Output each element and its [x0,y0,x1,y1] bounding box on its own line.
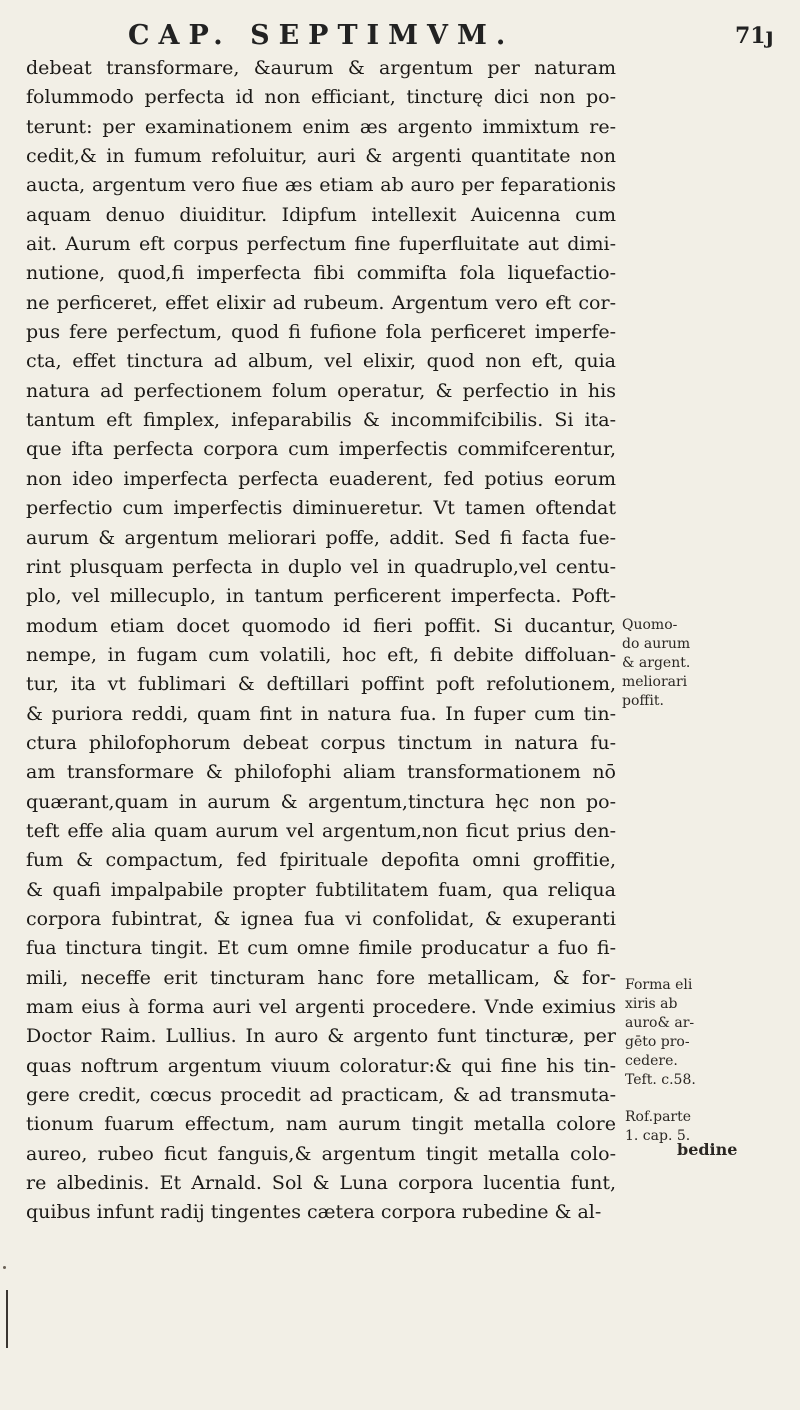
text-line: tur, ita vt fublimari & deftillari poffint poft refolutionem, [26,673,616,696]
margin-note-quomodo [622,616,690,711]
text-line: gere credit, cœcus procedit ad practicam, & ad transmuta- [26,1084,616,1107]
margin-note-line: xiris ab [625,996,678,1012]
text-line: que ifta perfecta corpora cum imperfectis commifcerentur, [26,438,616,461]
text-line: fua tinctura tingit. Et cum omne fimile producatur a fuo fi- [26,937,616,960]
ink-speck [3,1266,6,1269]
text-line: corpora fubintrat, & ignea fua vi confolidat, & exuperanti [26,907,616,930]
text-line: ne perficeret, effet elixir ad rubeum. Argentum vero eft cor- [26,291,616,314]
margin-note-line: do aurum [622,636,691,652]
text-line: nutione, quod,fi imperfecta fibi commifta fola liquefactio- [26,262,616,285]
text-line: terunt: per examinationem enim æs argento immixtum re- [26,115,616,138]
text-line: aureo, rubeo ficut fanguis,& argentum tingit metalla colo- [26,1142,616,1165]
ink-mark [6,1290,8,1348]
text-line: quibus infunt radij tingentes cætera corpora rubedine & al- [26,1201,602,1224]
text-line: pus fere perfectum, quod fi fufione fola perficeret imperfe- [26,321,616,344]
text-line: folummodo perfecta id non efficiant, tincturę dici non po- [26,86,616,109]
text-line: mili, neceffe erit tincturam hanc fore metallicam, & for- [26,966,616,989]
text-line: & quafi impalpabile propter fubtilitatem fuam, qua reliqua [26,878,616,901]
running-head [0,14,800,54]
margin-note-line: Teft. c.58. [625,1072,696,1088]
text-line: quærant,quam in aurum & argentum,tinctura hęc non po- [26,790,616,813]
margin-note-forma-elixiris [625,976,696,1090]
margin-note-line: 1. cap. 5. [625,1128,691,1144]
margin-note-line: Quomo- [622,617,678,633]
text-line: tantum eft fimplex, infeparabilis & incommifcibilis. Si ita- [26,409,616,432]
catchword: bedine [677,1140,738,1159]
margin-note-line: Forma eli [625,977,693,993]
margin-note-line: meliorari [622,674,688,690]
text-line: aucta, argentum vero fiue æs etiam ab auro per feparationis [26,174,616,197]
main-text-block [26,54,616,1228]
text-line: tionum fuarum effectum, nam aurum tingit metalla colore [26,1113,616,1136]
text-line: ctura philofophorum debeat corpus tinctum in natura fu- [26,731,616,754]
margin-note-line: auro& ar- [625,1015,695,1031]
text-line: cedit,& in fumum refoluitur, auri & argenti quantitate non [26,145,616,168]
text-line: aquam denuo diuiditur. Idipfum intellexit Auicenna cum [26,203,616,226]
text-line: mam eius à forma auri vel argenti procedere. Vnde eximius [26,996,616,1018]
margin-note-line: & argent. [622,655,691,671]
text-line: natura ad perfectionem folum operatur, & perfectio in his [26,379,616,402]
text-line: quas noftrum argentum viuum coloratur:& qui fine his tin- [26,1054,616,1077]
text-line: teft effe alia quam aurum vel argentum,non ficut prius den- [26,819,616,842]
text-line: Doctor Raim. Lullius. In auro & argento funt tincturæ, per [26,1025,616,1048]
text-line: & puriora reddi, quam fint in natura fua. In fuper cum tin- [26,702,616,725]
text-line: perfectio cum imperfectis diminueretur. Vt tamen oftendat [26,497,616,520]
text-line: cta, effet tinctura ad album, vel elixir, quod non eft, quia [26,350,616,373]
margin-note-line: gēto pro- [625,1034,690,1050]
text-line: am transformare & philofophi aliam transformationem nō [26,761,616,784]
text-line: debeat transformare, &aurum & argentum per naturam [26,57,616,79]
text-line: plo, vel millecuplo, in tantum perficerent imperfecta. Poft- [26,585,616,608]
text-line: ait. Aurum eft corpus perfectum fine fuperfluitate aut dimi- [26,233,616,256]
text-line: aurum & argentum meliorari poffe, addit. Sed fi facta fue- [26,526,616,549]
margin-note-line: cedere. [625,1053,678,1069]
text-line: nempe, in fugam cum volatili, hoc eft, fi debite diffoluan- [26,643,616,666]
running-title: CAP. SEPTIMVM. [128,20,515,51]
page-number: 71ȷ [735,23,774,49]
text-line: re albedinis. Et Arnald. Sol & Luna corpora lucentia funt, [26,1172,616,1195]
margin-note-line: poffit. [622,693,664,709]
text-line: fum & compactum, fed fpirituale depofita omni groffitie, [26,849,616,872]
text-line: non ideo imperfecta perfecta euaderent, fed potius eorum [26,467,616,490]
text-line: modum etiam docet quomodo id fieri poffit. Si ducantur, [26,614,616,637]
margin-note-line: Rof.parte [625,1109,692,1125]
text-line: rint plusquam perfecta in duplo vel in quadruplo,vel centu- [26,555,616,578]
